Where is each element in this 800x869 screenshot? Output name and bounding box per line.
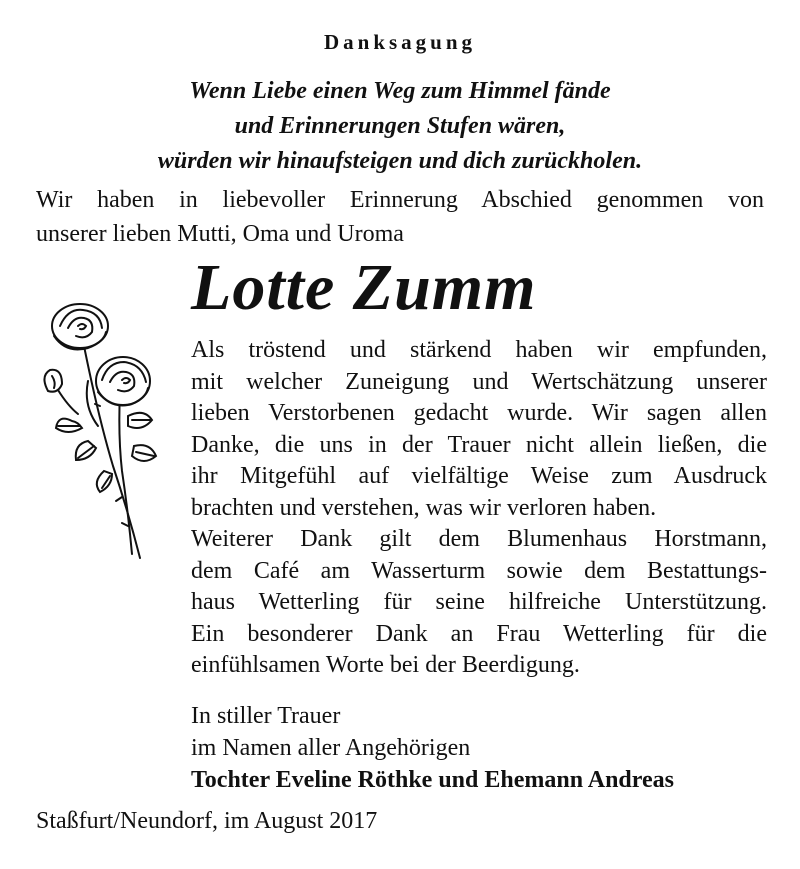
text-line: Weiterer Dank gilt dem Blumenhaus Horstmann, [191, 526, 767, 552]
poem-line: und Erinnerungen Stufen wären, [234, 113, 566, 139]
poem-line: Wenn Liebe einen Weg zum Himmel fände [189, 78, 611, 104]
notice-heading: Danksagung [323, 30, 477, 54]
thanks-text [191, 335, 767, 682]
text-line: brachten und verstehen, was wir verloren haben. [191, 494, 657, 521]
text-line: lieben Verstorbenen gedacht wurde. Wir sagen allen [191, 400, 767, 426]
text-line: Ein besonderer Dank an Frau Wetterling für die [191, 620, 767, 647]
text-line: haus Wetterling für seine hilfreiche Unterstützung. [191, 589, 767, 615]
closing-line: In stiller Trauer [191, 703, 341, 729]
intro-line: unserer lieben Mutti, Oma und Uroma [36, 221, 404, 247]
poem-line: würden wir hinaufsteigen und dich zurückholen. [157, 148, 643, 174]
poem [0, 74, 800, 179]
text-line: ihr Mitgefühl auf vielfältige Weise zum Ausdruck [191, 463, 767, 489]
signature: Tochter Eveline Röthke und Ehemann Andreas [191, 767, 674, 793]
intro-line: Wir haben in liebevoller Erinnerung Abschied genommen von [36, 187, 764, 213]
closing-block [191, 700, 674, 796]
closing-line: im Namen aller Angehörigen [191, 735, 471, 761]
rose-icon [28, 296, 168, 566]
text-line: einfühlsamen Worte bei der Beerdigung. [191, 652, 580, 678]
text-line: Als tröstend und stärkend haben wir empfunden, [191, 337, 767, 363]
text-line: Danke, die uns in der Trauer nicht allein ließen, die [191, 431, 767, 458]
text-line: mit welcher Zuneigung und Wertschätzung unserer [191, 368, 767, 395]
intro-text [36, 183, 764, 251]
text-line: dem Café am Wasserturm sowie dem Bestattungs- [191, 557, 767, 584]
deceased-name: Lotte Zumm [191, 251, 537, 324]
place-date: Staßfurt/Neundorf, im August 2017 [36, 808, 378, 834]
